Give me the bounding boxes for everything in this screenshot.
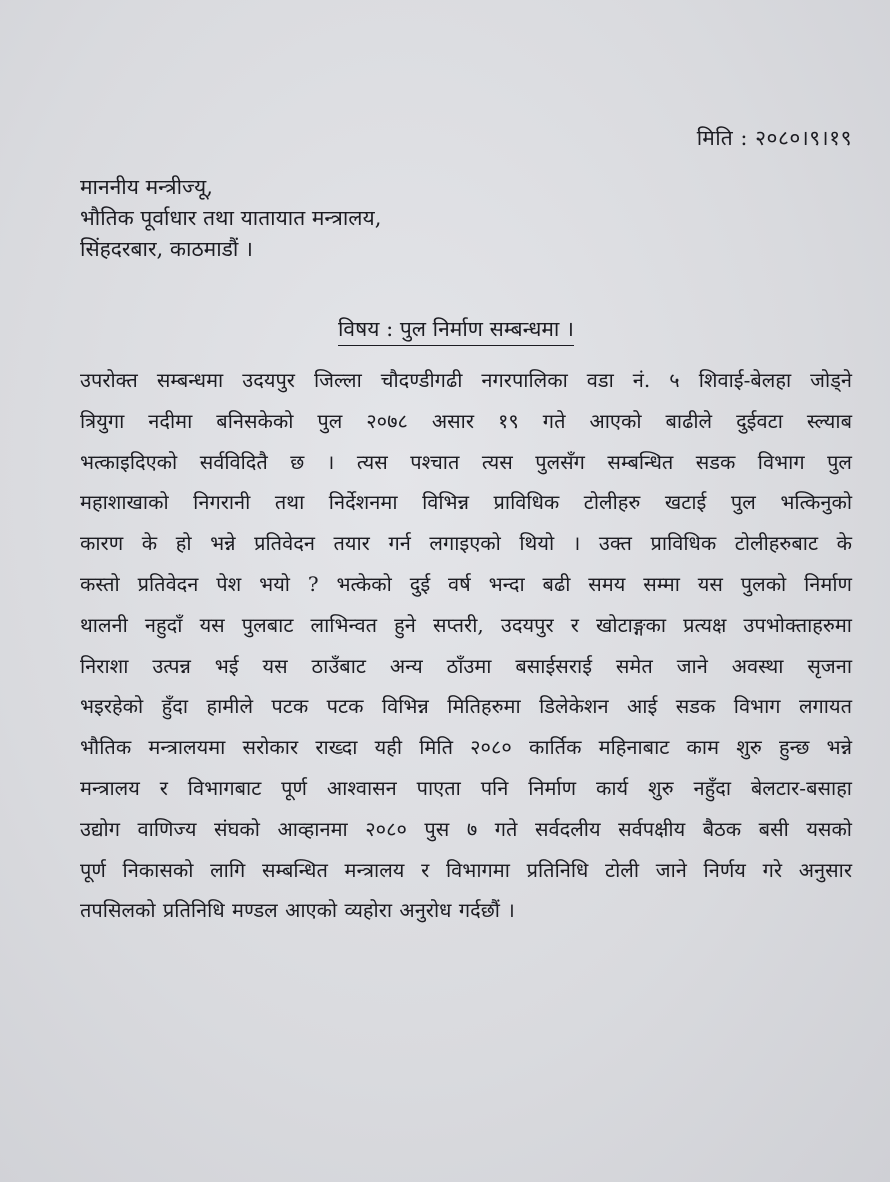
letter-subject: विषय : पुल निर्माण सम्बन्धमा । (338, 315, 574, 346)
body-line: भत्काइदिएको सर्वविदितै छ । त्यस पश्चात त्यस पुलसँग सम्बन्धित सडक विभाग पुल (80, 449, 852, 474)
recipient-line-1: माननीय मन्त्रीज्यू, (80, 175, 213, 199)
body-line: उद्योग वाणिज्य संघको आव्हानमा २०८० पुस ७ गते सर्वदलीय सर्वपक्षीय बैठक बसी यसको (80, 816, 852, 841)
body-line: कारण के हो भन्ने प्रतिवेदन तयार गर्न लगाइएको थियो । उक्त प्राविधिक टोलीहरुबाट के (80, 531, 852, 556)
body-line: मन्त्रालय र विभागबाट पूर्ण आश्वासन पाएता पनि निर्माण कार्य शुरु नहुँदा बेलटार-बसाहा (80, 775, 852, 800)
letter-body (80, 360, 852, 931)
letter-subject-row (0, 315, 890, 346)
body-line: थालनी नहुदाँ यस पुलबाट लाभिन्वत हुने सप्तरी, उदयपुर र खोटाङ्गका प्रत्यक्ष उपभोक्ताहरुमा (80, 612, 852, 637)
body-line: कस्तो प्रतिवेदन पेश भयो ? भत्केको दुई वर्ष भन्दा बढी समय सम्मा यस पुलको निर्माण (80, 571, 852, 596)
body-line: तपसिलको प्रतिनिधि मण्डल आएको व्यहोरा अनुरोध गर्दछौं । (80, 898, 515, 923)
body-line: त्रियुगा नदीमा बनिसकेको पुल २०७८ असार १९ गते आएको बाढीले दुईवटा स्ल्याब (80, 408, 852, 433)
recipient-address (80, 172, 381, 265)
body-line: पूर्ण निकासको लागि सम्बन्धित मन्त्रालय र विभागमा प्रतिनिधि टोली जाने निर्णय गरे अनुसार (80, 857, 852, 882)
letter-date: मिति : २०८०।९।१९ (696, 126, 852, 150)
recipient-line-2: भौतिक पूर्वाधार तथा यातायात मन्त्रालय, (80, 206, 382, 230)
recipient-line-3: सिंहदरबार, काठमाडौं । (80, 237, 253, 261)
body-line: निराशा उत्पन्न भई यस ठाउँबाट अन्य ठाँउमा बसाईसराई समेत जाने अवस्था सृजना (80, 653, 852, 678)
body-line: महाशाखाको निगरानी तथा निर्देशनमा विभिन्न प्राविधिक टोलीहरु खटाई पुल भत्किनुको (80, 490, 852, 515)
body-line: भइरहेको हुँदा हामीले पटक पटक विभिन्न मितिहरुमा डिलेकेशन आई सडक विभाग लगायत (80, 694, 852, 719)
body-line: उपरोक्त सम्बन्धमा उदयपुर जिल्ला चौदण्डीगढी नगरपालिका वडा नं. ५ शिवाई-बेलहा जोड्ने (80, 368, 852, 392)
body-line: भौतिक मन्त्रालयमा सरोकार राख्दा यही मिति २०८० कार्तिक महिनाबाट काम शुरु हुन्छ भन्ने (80, 735, 852, 760)
